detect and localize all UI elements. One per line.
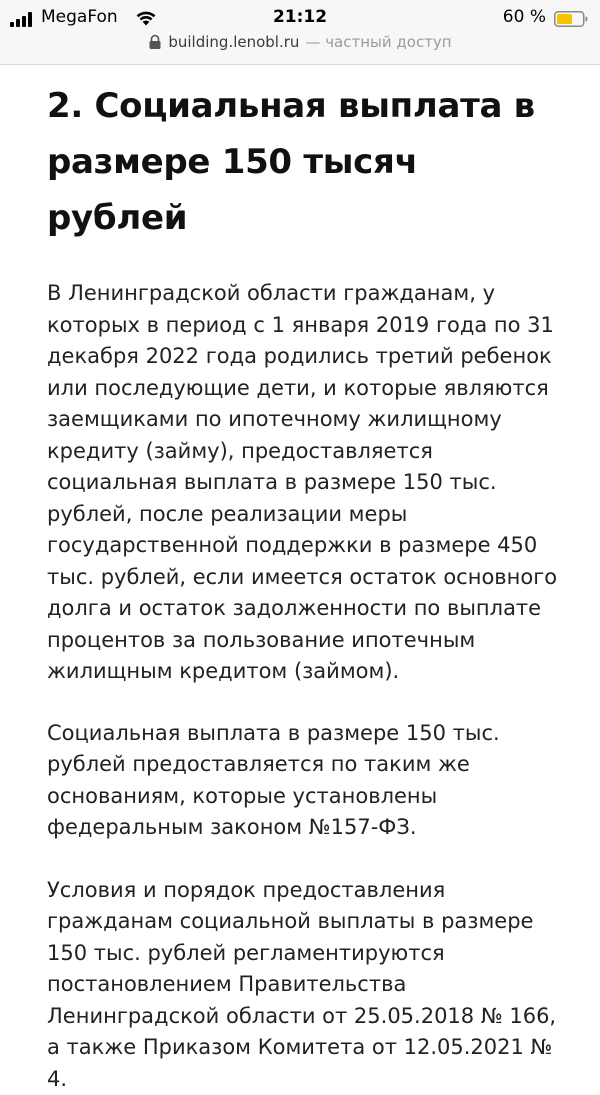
browser-top-bar	[0, 0, 600, 65]
address-bar[interactable]	[0, 33, 600, 55]
battery-level-fill	[557, 14, 572, 24]
battery-percentage: 60 %	[503, 7, 546, 27]
paragraph-regulation: Условия и порядок предоставления гражданам социальной выплаты в размере 150 тыс. рублей регламентируются постановлением Правительства Ленинградской области от 25.05.2018 № 166, а также Приказом Комитета от 12.05.2021 № 4.	[47, 875, 567, 1095]
private-access-note: — частный доступ	[305, 33, 451, 51]
lock-icon	[148, 34, 162, 50]
paragraph-grounds: Социальная выплата в размере 150 тыс. рублей предоставляется по таким же основаниям, которые установлены федеральным законом №157-ФЗ.	[47, 718, 567, 844]
clock: 21:12	[0, 7, 600, 27]
article-heading: 2. Социальная выплата в размере 150 тысяч рублей	[47, 78, 567, 246]
carrier-name: MegaFon	[41, 7, 118, 27]
url-domain: building.lenobl.ru	[168, 33, 299, 51]
paragraph-eligibility: В Ленинградской области гражданам, у которых в период с 1 января 2019 года по 31 декабря 2022 года родились третий ребенок или последующие дети, и которые являются заемщиками по ипотечному жилищному кредиту (займу), предоставляется социальная выплата в размере 150 тыс. рублей, после реализации меры государственной поддержки в размере 450 тыс. рублей, если имеется остаток основного долга и остаток задолженности по выплате процентов за пользование ипотечным жилищным кредитом (займом).	[47, 278, 567, 688]
battery-icon	[554, 11, 588, 27]
article	[47, 70, 567, 1095]
status-bar	[0, 5, 600, 31]
